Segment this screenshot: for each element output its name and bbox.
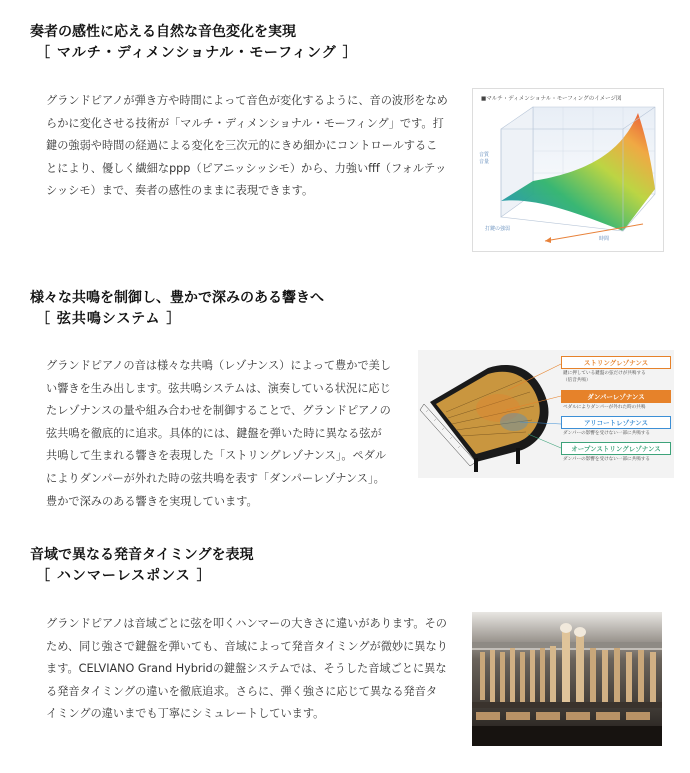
callout-title: ダンパーレゾナンス: [561, 390, 671, 403]
callout-desc: ダンパーの影響を受けない一部に共鳴する: [563, 457, 651, 462]
callout-string-resonance: [561, 356, 671, 385]
callout-aliquot-resonance: [561, 416, 671, 438]
section-3-heading: 音域で異なる発音タイミングを表現: [30, 547, 254, 563]
callout-desc: ダンパーの影響を受けない一部に共鳴する: [563, 431, 651, 436]
section-2-heading: 様々な共鳴を制御し、豊かで深みのある響きへ: [30, 290, 324, 306]
callout-desc: 鍵に押している鍵盤の弦だけが共鳴する （倍音共鳴）: [563, 371, 646, 383]
section-2-subheading: ［ 弦共鳴システム ］: [36, 311, 182, 327]
callout-title: アリコートレゾナンス: [561, 416, 671, 429]
callout-damper-resonance: [561, 390, 671, 412]
multi-dimensional-morphing-figure: [472, 88, 664, 252]
callout-open-string-resonance: [561, 442, 671, 464]
section-3-body: グランドピアノは音域ごとに弦を叩くハンマーの大きさに違いがあります。そのため、同じ強さで鍵盤を弾いても、音域によって発音タイミングが微妙に異なります。CELVIANO Grand Hybridの鍵盤システムでは、そうした音域ごとに異なる発音タイミングの違いを徹底追求。さらに、弾く強さに応じて異なる発音タイミングの違いまでも丁寧にシミュレートしています。: [46, 617, 448, 721]
callout-title: ストリングレゾナンス: [561, 356, 671, 369]
hammer-action-photo: [472, 612, 662, 746]
callout-desc: ペダルによりダンパーが外れた時の共鳴: [563, 405, 646, 410]
section-1-heading: 奏者の感性に応える自然な音色変化を実現: [30, 24, 296, 40]
section-2-body: グランドピアノの音は様々な共鳴（レゾナンス）によって豊かで美しい響きを生み出します。弦共鳴システムは、演奏している状況に応じたレゾナンスの量や組み合わせを制御することで、グランドピアノの弦共鳴を徹底的に追求。具体的には、鍵盤を弾いた時に異なる弦が共鳴して生まれる響きを表現した「ストリングレゾナンス」。ペダルによりダンパーが外れた時の弦共鳴を表す「ダンパーレゾナンス」。豊かで深みのある響きを実現しています。: [46, 359, 392, 508]
section-1-body: グランドピアノが弾き方や時間によって音色が変化するように、音の波形をなめらかに変化させる技術が「マルチ・ディメンショナル・モーフィング」です。打鍵の強弱や時間の経過による変化を三次元的にきめ細かにコントロールすることにより、優しく繊細なppp（ピアニッシッシモ）から、力強いfff（フォルテッシッシモ）まで、奏者の感性のままに表現できます。: [46, 94, 448, 198]
section-3-subheading: ［ ハンマーレスポンス ］: [36, 568, 212, 584]
axis-label-volume: 音質 音量: [479, 152, 490, 165]
hammer-mechanism-image: [472, 612, 662, 746]
string-resonance-figure: [418, 350, 674, 478]
section-1-subheading: ［ マルチ・ディメンショナル・モーフィング ］: [36, 45, 358, 61]
axis-label-touch: 打鍵の強弱: [485, 226, 511, 232]
axis-label-time: 時間: [599, 236, 610, 242]
callout-title: オープンストリングレゾナンス: [561, 442, 671, 455]
figure-1-caption: ■マルチ・ディメンショナル・モーフィングのイメージ図: [481, 96, 622, 102]
